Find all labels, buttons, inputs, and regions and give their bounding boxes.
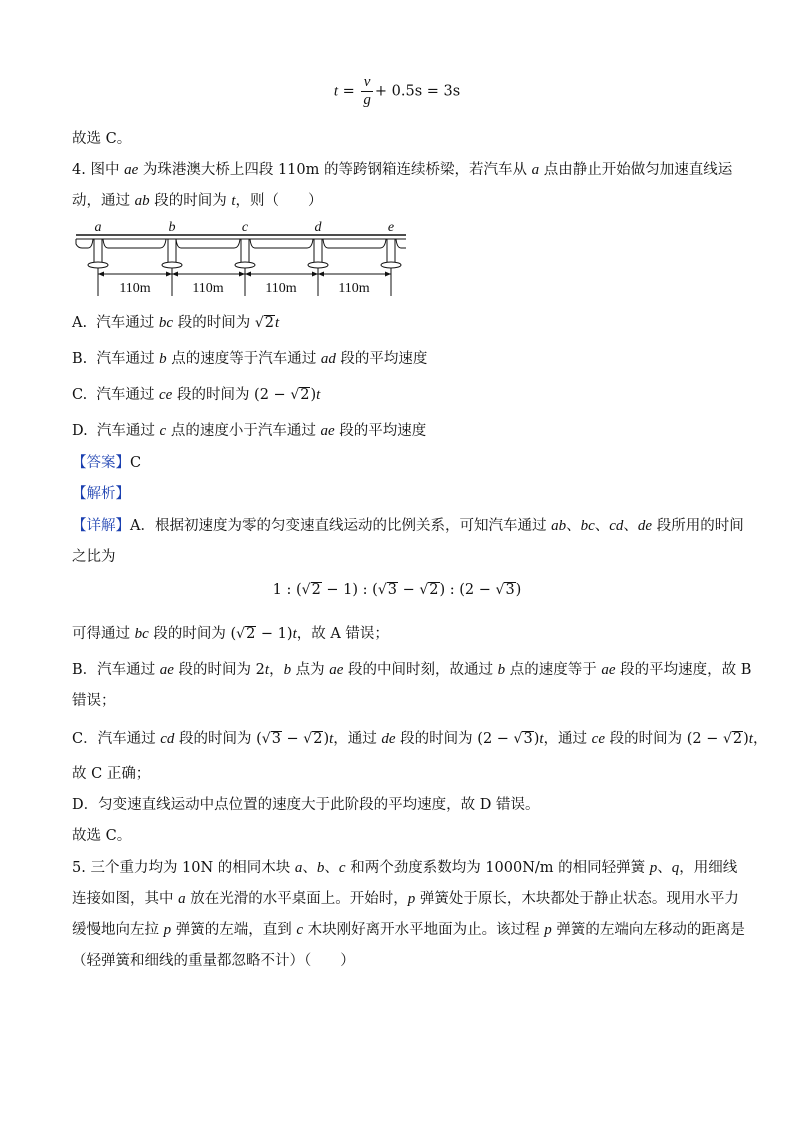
- q4-stem-line1: 4. 图中 ae 为珠港澳大桥上四段 110m 的等跨钢箱连续桥梁，若汽车从 a 点由静止开始做匀加速直线运: [72, 162, 733, 178]
- point-label-a: a: [94, 220, 102, 235]
- detail-line3: 可得通过 bc 段的时间为 (√2 − 1)t，故 A 错误；: [72, 626, 389, 642]
- q5-line3: 缓慢地向左拉 p 弹簧的左端，直到 c 木块刚好离开水平地面为止。该过程 p 弹簧的左端向左移动的距离是: [72, 922, 745, 938]
- detail-line5: 错误；: [72, 693, 116, 709]
- span-label-3: 110m: [265, 281, 297, 296]
- detail-line2: 之比为: [72, 549, 116, 565]
- answer-label: 【答案】: [72, 455, 130, 471]
- previous-choose-line: 故选 C。: [72, 131, 132, 147]
- point-label-b: b: [168, 220, 176, 235]
- detail-line9: 故选 C。: [72, 828, 132, 844]
- detail-line4: B．汽车通过 ae 段的时间为 2t，b 点为 ae 段的中间时刻，故通过 b 点的速度等于 ae 段的平均速度，故 B: [72, 662, 752, 678]
- detail-line7: 故 C 正确；: [72, 766, 151, 782]
- span-label-1: 110m: [119, 281, 151, 296]
- q5-line1: 5. 三个重力均为 10N 的相同木块 a、b、c 和两个劲度系数均为 1000N/m 的相同轻弹簧 p、q，用细线: [72, 860, 738, 876]
- fraction-v-over-g: $\frac{v}{g}$: [363, 74, 371, 108]
- point-label-c: c: [241, 220, 249, 235]
- detail-line6: C．汽车通过 cd 段的时间为 (√3 − √2)t，通过 de 段的时间为 (2 − √3)t，通过 ce 段的时间为 (2 − √2)t，: [72, 731, 768, 747]
- option-c: C. 汽车通过 ce 段的时间为 (2 − √2)t: [72, 387, 321, 403]
- analysis-label: 【解析】: [72, 486, 130, 502]
- span-label-4: 110m: [338, 281, 370, 296]
- answer-line: [72, 453, 141, 473]
- option-a: A. 汽车通过 bc 段的时间为 √2t: [72, 315, 280, 331]
- detail-line1: 【详解】A．根据初速度为零的匀变速直线运动的比例关系，可知汽车通过 ab、bc、cd、de 段所用的时间: [72, 518, 744, 534]
- formula-time: t = $\frac{v}{g}$ + 0.5s = 3s: [333, 74, 461, 108]
- span-label-2: 110m: [192, 281, 224, 296]
- bridge-figure: [74, 218, 414, 300]
- q5-line2: 连接如图，其中 a 放在光滑的水平桌面上。开始时，p 弹簧处于原长，木块都处于静止状态。现用水平力: [72, 891, 739, 907]
- q5-line4: （轻弹簧和细线的重量都忽略不计）（ ）: [72, 953, 355, 969]
- ratio-formula: 1 : (√2 − 1) : (√3 − √2) : (2 − √3): [272, 582, 522, 598]
- q4-stem-line2: 动，通过 ab 段的时间为 t，则（ ）: [72, 193, 323, 209]
- option-d: D. 汽车通过 c 点的速度小于汽车通过 ae 段的平均速度: [72, 423, 427, 439]
- option-b: B. 汽车通过 b 点的速度等于汽车通过 ad 段的平均速度: [72, 351, 428, 367]
- answer-value: C: [130, 455, 142, 471]
- detail-line8: D．匀变速直线运动中点位置的速度大于此阶段的平均速度，故 D 错误。: [72, 797, 540, 813]
- point-label-d: d: [314, 220, 322, 235]
- point-label-e: e: [387, 220, 395, 235]
